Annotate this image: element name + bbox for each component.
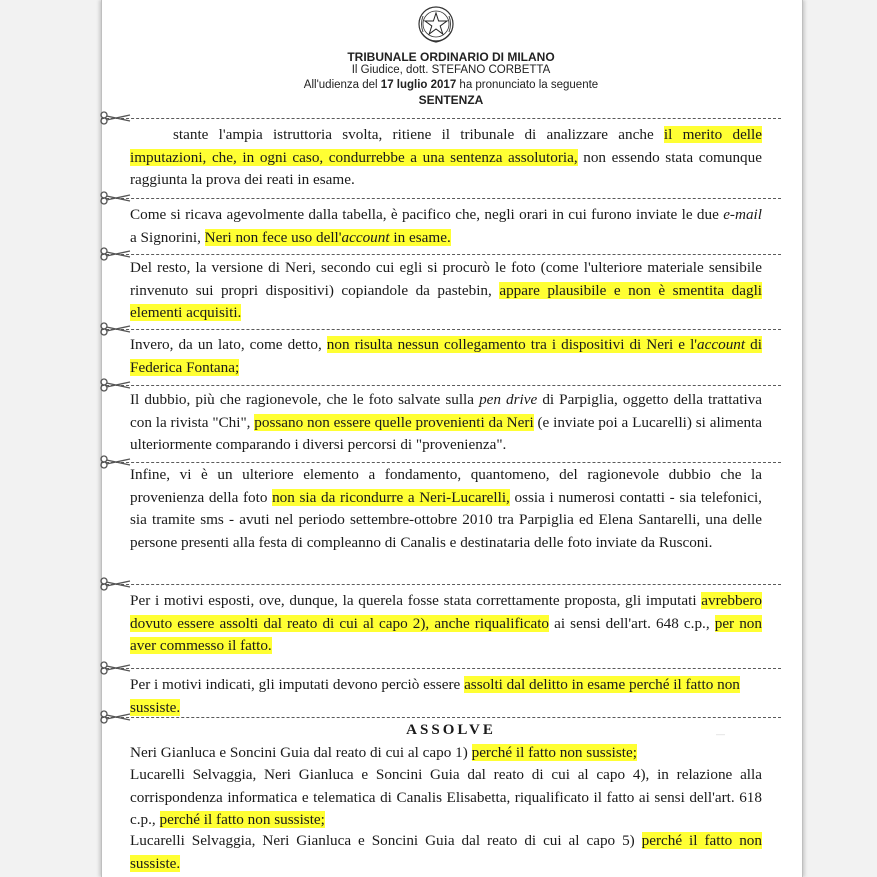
cut-line — [101, 668, 781, 669]
paragraph-5: Il dubbio, più che ragionevole, che le foto salvate sulla pen drive di Parpiglia, oggetto della trattativa con la rivista "Chi", possano non essere quelle provenienti da Neri (e inviate poi a Lucarelli) si alimenta ulteriormente comparando i diversi percorsi di "provenienza". — [130, 391, 763, 453]
highlight: perché il fatto non sussiste; — [159, 811, 325, 828]
document-title: SENTENZA — [418, 93, 484, 107]
highlight: appare plausibile e non è smentita dagli elementi acquisiti. — [130, 281, 763, 321]
assolve-heading: ASSOLVE — [406, 722, 496, 738]
cut-line — [101, 254, 781, 255]
assolve-line-2: Lucarelli Selvaggia, Neri Gianluca e Soncini Guia dal reato di cui al capo 4), in relazione alla corrispondenza informatica e telematica di Canalis Elisabetta, riqualificato il fatto ai sensi dell'art. 618 c.p., perché il fatto non sussiste; — [130, 766, 762, 828]
hearing-prefix: All'udienza del — [303, 79, 381, 91]
highlight: assolti dal delitto in esame perché il fatto non sussiste. — [130, 676, 740, 716]
assolve-line-3: Lucarelli Selvaggia, Neri Gianluca e Soncini Guia dal reato di cui al capo 5) perché il fatto non sussiste. — [130, 832, 762, 872]
hearing-suffix: ha pronunciato la seguente — [456, 79, 599, 91]
hearing-date: 17 luglio 2017 — [380, 79, 457, 91]
scissors-icon — [100, 191, 134, 205]
judge-name: Il Giudice, dott. STEFANO CORBETTA — [351, 64, 551, 76]
highlight: perché il fatto non sussiste. — [130, 832, 762, 872]
scissors-icon — [100, 111, 134, 125]
highlight: non sia da ricondurre a Neri-Lucarelli, — [272, 488, 510, 506]
highlight: avrebbero dovuto essere assolti dal reato di cui al capo 2), anche riqualificato — [130, 592, 762, 632]
paragraph-1: stante l'ampia istruttoria svolta, ritiene il tribunale di analizzare anche il merito delle imputazioni, che, in ogni caso, condurrebbe a una sentenza assolutoria, non essendo stata comunque raggiunta la prova dei reati in esame. — [130, 126, 762, 188]
paragraph-3: Del resto, la versione di Neri, secondo cui egli si procurò le foto (come l'ulteriore materiale sensibile rinvenuto sui propri dispositivi) copiandole da pastebin, appare plausibile e non è smentita dagli elementi acquisiti. — [130, 259, 763, 321]
scissors-icon — [100, 577, 134, 591]
faint-background-mark: — — [716, 729, 725, 739]
highlight: perché il fatto non sussiste; — [471, 744, 637, 761]
paragraph-4: Invero, da un lato, come detto, non risulta nessun collegamento tra i dispositivi di Neri e l'account di Federica Fontana; — [130, 336, 762, 376]
emblem-icon — [416, 4, 456, 44]
scissors-icon — [100, 322, 134, 336]
assolve-line-1: Neri Gianluca e Soncini Guia dal reato di cui al capo 1) perché il fatto non sussiste; — [130, 744, 637, 761]
paragraph-2: Come si ricava agevolmente dalla tabella, è pacifico che, negli orari in cui furono inviate le due e-mail a Signorini, Neri non fece uso dell'account in esame. — [130, 206, 762, 246]
outer-background-right — [802, 0, 877, 877]
cut-line — [101, 329, 781, 330]
outer-background-left — [0, 0, 101, 877]
scissors-icon — [100, 247, 134, 261]
hearing-line — [101, 79, 801, 91]
highlight: Neri non fece uso dell'account in esame. — [204, 228, 451, 246]
cut-line — [101, 385, 781, 386]
paragraph-8: Per i motivi indicati, gli imputati devono perciò essere assolti dal delitto in esame perché il fatto non sussiste. — [130, 676, 740, 716]
scissors-icon — [100, 661, 134, 675]
paragraph-7: Per i motivi esposti, ove, dunque, la querela fosse stata correttamente proposta, gli imputati avrebbero dovuto essere assolti dal reato di cui al capo 2), anche riqualificato ai sensi dell'art. 648 c.p., per non aver commesso il fatto. — [130, 592, 762, 654]
scissors-icon — [100, 455, 134, 469]
highlight: possano non essere quelle provenienti da Neri — [254, 413, 534, 431]
scissors-icon — [100, 378, 134, 392]
cut-line — [101, 584, 781, 585]
cut-line — [101, 462, 781, 463]
highlight: il merito delle imputazioni, che, in ogni caso, condurrebbe a una sentenza assolutoria, — [130, 126, 762, 166]
highlight: non risulta nessun collegamento tra i dispositivi di Neri e l'account di Federica Fontana; — [130, 336, 762, 376]
cut-line — [101, 118, 781, 119]
court-name: TRIBUNALE ORDINARIO DI MILANO — [347, 50, 555, 64]
cut-line — [101, 198, 781, 199]
highlight: per non aver commesso il fatto. — [130, 614, 762, 654]
paragraph-6: Infine, vi è un ulteriore elemento a fondamento, quantomeno, del ragionevole dubbio che la provenienza della foto non sia da ricondurre a Neri-Lucarelli, ossia i numerosi contatti - sia telefonici, sia tramite sms - avuti nel periodo settembre-ottobre 2010 tra Parpiglia ed Elena Santarelli, una delle persone presenti alla festa di compleanno di Canalis e destinataria delle foto inviate da Rusconi. — [130, 466, 762, 551]
